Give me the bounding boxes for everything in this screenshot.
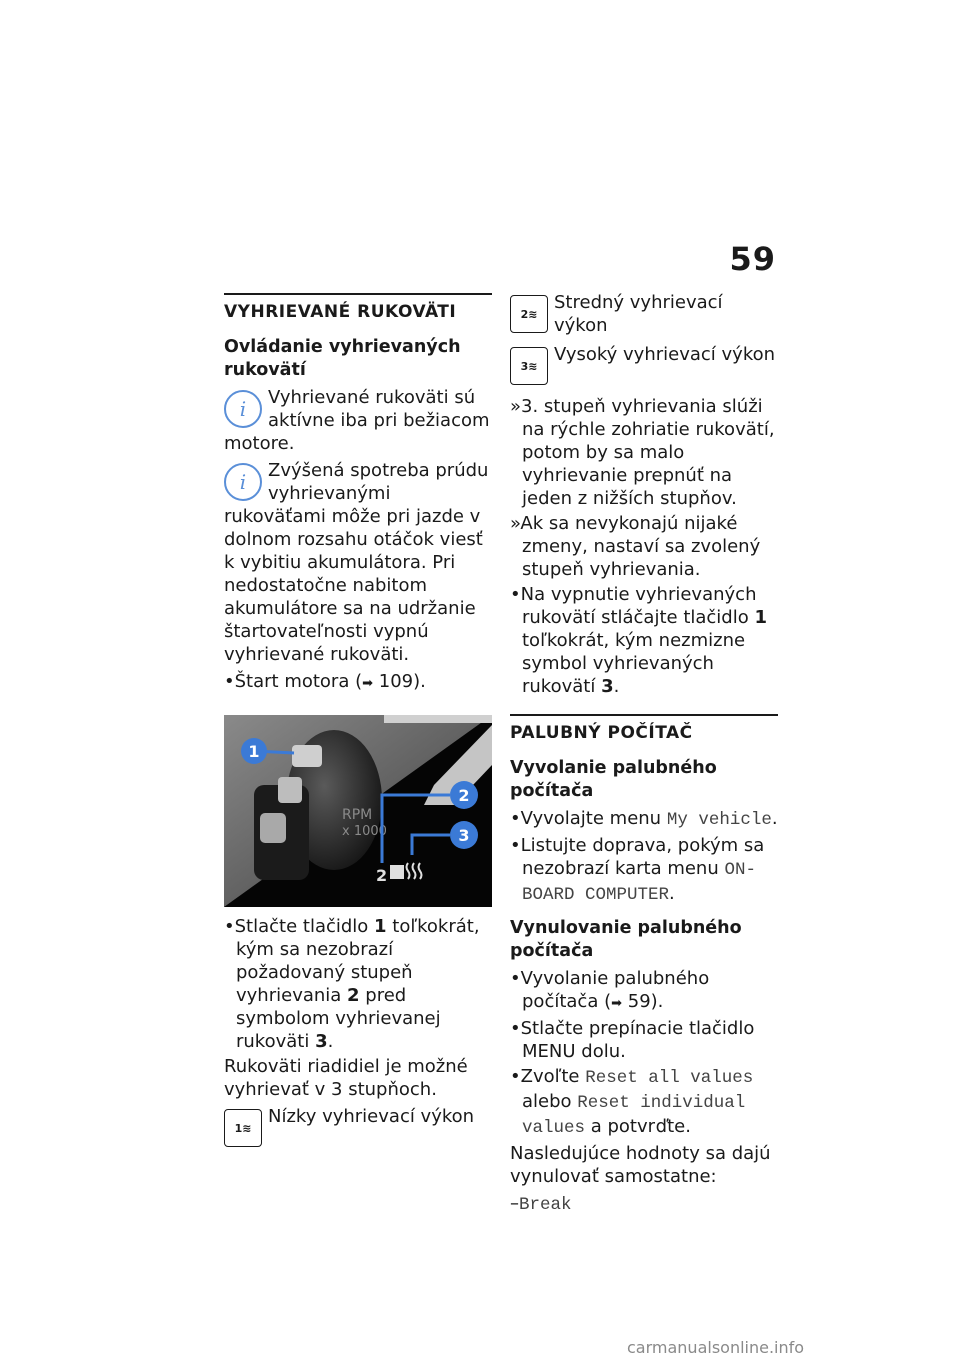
heat-level-1-row (224, 1105, 492, 1149)
right-column (510, 293, 778, 1221)
handlebar-photo (224, 715, 492, 907)
left-column (224, 293, 492, 1153)
bullet-select-reset: •Zvoľte Reset all values alebo Reset individual values a potvrďte. (510, 1066, 754, 1138)
dash-item-break: –Break (510, 1193, 572, 1215)
subtitle-grip-control: Ovládanie vyhrievaných rukovätí (224, 337, 461, 380)
heat-level-2-row (510, 291, 778, 337)
info-note-2-text: Zvýšená spotreba prúdu vyhrievanými rukoväťami môže pri jazde v dolnom rozsahu otáčok viesť k vybitiu akumulátora. Pri nedostatočne nabitom akumulátore sa na udržanie štartovateľnosti vypnú vyhrievané rukoväti. (224, 460, 489, 665)
callout-1: 1 (248, 742, 260, 761)
section-title-heated-grips: VYHRIEVANÉ RUKOVÄTI (224, 293, 492, 324)
page-ref-arrow-icon: ➡ (611, 996, 623, 1011)
heat-level-3-icon: 3 ≋ (510, 347, 548, 385)
bullet-engine-start: •Štart motora (➡ 109). (224, 671, 426, 692)
bullet-scroll-right: •Listujte doprava, pokým sa nezobrazí karta menu ON-BOARD COMPUTER. (510, 835, 765, 905)
heat-level-1-icon: 1 ≋ (224, 1109, 262, 1147)
heat-level-2-label: Stredný vyhrievací výkon (554, 292, 723, 336)
heat-level-3-label: Vysoký vyhrievací výkon (554, 344, 776, 365)
heat-level-readout: 2 (376, 866, 388, 885)
info-icon: i (224, 390, 262, 428)
bullet-press-button: •Stlačte tlačidlo 1 toľkokrát, kým sa nezobrazí požadovaný stupeň vyhrievania 2 pred symbolom vyhrievanej rukoväti 3. (224, 916, 480, 1052)
para-reset-values: Nasledujúce hodnoty sa dajú vynulovať samostatne: (510, 1143, 771, 1187)
section-title-onboard-computer: PALUBNÝ POČÍTAČ (510, 714, 778, 745)
result-note-2: »Ak sa nevykonajú nijaké zmeny, nastaví sa zvolený stupeň vyhrievania. (510, 513, 761, 580)
result-note-1: »3. stupeň vyhrievania slúži na rýchle zohriatie rukovätí, potom by sa malo vyhrievanie prepnúť na jeden z nižších stupňov. (510, 396, 775, 509)
bullet-call-computer: •Vyvolanie palubného počítača (➡ 59). (510, 968, 710, 1012)
heat-level-2-icon: 2 ≋ (510, 295, 548, 333)
rpm-label: RPM (342, 807, 373, 823)
subtitle-call-up-computer: Vyvolanie palubného počítača (510, 758, 717, 801)
bullet-switch-off: •Na vypnutie vyhrievaných rukovätí stláčajte tlačidlo 1 toľkokrát, kým nezmizne symbol vyhrievaných rukovätí 3. (510, 584, 767, 697)
heat-level-3-row (510, 343, 778, 387)
callout-2: 2 (458, 786, 470, 805)
page-number: 59 (729, 240, 776, 278)
bullet-press-menu: •Stlačte prepínacie tlačidlo MENU dolu. (510, 1018, 755, 1062)
para-three-levels: Rukoväti riadidiel je možné vyhrievať v 3 stupňoch. (224, 1056, 468, 1100)
subtitle-reset-computer: Vynulovanie palubného počítača (510, 918, 742, 961)
info-note-2 (224, 459, 492, 666)
bullet-call-menu: •Vyvolajte menu My vehicle. (510, 808, 778, 830)
watermark: carmanualsonline.info (627, 1338, 805, 1357)
handlebar-illustration (224, 715, 492, 907)
info-note-1 (224, 386, 492, 455)
rpm-scale-label: x 1000 (342, 824, 387, 839)
callout-3: 3 (458, 826, 470, 845)
info-note-1-text: Vyhrievané rukoväti sú aktívne iba pri bežiacom motore. (224, 387, 490, 454)
info-icon: i (224, 463, 262, 501)
heat-level-1-label: Nízky vyhrievací výkon (268, 1106, 475, 1127)
page-ref-arrow-icon: ➡ (362, 676, 374, 691)
